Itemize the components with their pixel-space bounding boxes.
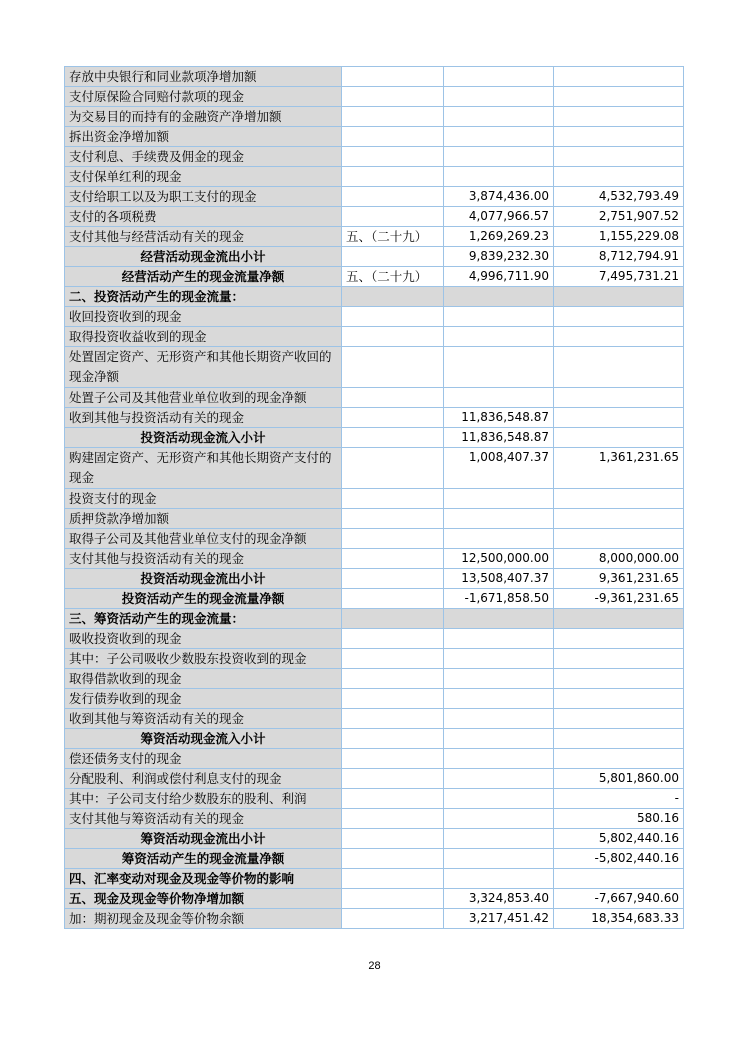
row-prior-amount bbox=[554, 408, 684, 428]
row-current-amount: -1,671,858.50 bbox=[444, 589, 554, 609]
row-prior-amount: -5,802,440.16 bbox=[554, 849, 684, 869]
cash-flow-table-body bbox=[65, 67, 684, 929]
row-item-label: 取得子公司及其他营业单位支付的现金净额 bbox=[65, 529, 342, 549]
table-row bbox=[65, 569, 684, 589]
row-prior-amount bbox=[554, 167, 684, 187]
row-note bbox=[342, 589, 444, 609]
cash-flow-table bbox=[64, 66, 684, 929]
table-row bbox=[65, 689, 684, 709]
row-note bbox=[342, 789, 444, 809]
row-prior-amount bbox=[554, 629, 684, 649]
table-row bbox=[65, 509, 684, 529]
row-current-amount bbox=[444, 107, 554, 127]
row-prior-amount: 5,802,440.16 bbox=[554, 829, 684, 849]
table-row bbox=[65, 909, 684, 929]
row-note bbox=[342, 669, 444, 689]
row-note bbox=[342, 689, 444, 709]
table-row bbox=[65, 247, 684, 267]
table-row bbox=[65, 769, 684, 789]
row-item-label: 支付原保险合同赔付款项的现金 bbox=[65, 87, 342, 107]
row-note bbox=[342, 87, 444, 107]
row-prior-amount bbox=[554, 489, 684, 509]
row-current-amount bbox=[444, 147, 554, 167]
row-note bbox=[342, 147, 444, 167]
row-current-amount bbox=[444, 67, 554, 87]
row-note bbox=[342, 569, 444, 589]
row-prior-amount: 7,495,731.21 bbox=[554, 267, 684, 287]
row-current-amount bbox=[444, 87, 554, 107]
row-item-label: 为交易目的而持有的金融资产净增加额 bbox=[65, 107, 342, 127]
row-note bbox=[342, 629, 444, 649]
row-note: 五、（二十九） bbox=[342, 267, 444, 287]
row-current-amount bbox=[444, 829, 554, 849]
row-prior-amount: 5,801,860.00 bbox=[554, 769, 684, 789]
row-item-label: 取得借款收到的现金 bbox=[65, 669, 342, 689]
row-current-amount: 11,836,548.87 bbox=[444, 408, 554, 428]
row-prior-amount: 2,751,907.52 bbox=[554, 207, 684, 227]
row-current-amount: 1,008,407.37 bbox=[444, 448, 554, 489]
row-item-label: 偿还债务支付的现金 bbox=[65, 749, 342, 769]
row-item-label: 经营活动产生的现金流量净额 bbox=[65, 267, 342, 287]
table-row bbox=[65, 127, 684, 147]
row-current-amount: 1,269,269.23 bbox=[444, 227, 554, 247]
row-prior-amount bbox=[554, 287, 684, 307]
row-current-amount bbox=[444, 689, 554, 709]
row-prior-amount bbox=[554, 428, 684, 448]
row-current-amount bbox=[444, 127, 554, 147]
row-prior-amount bbox=[554, 729, 684, 749]
row-current-amount bbox=[444, 489, 554, 509]
row-note bbox=[342, 388, 444, 408]
table-row bbox=[65, 287, 684, 307]
row-item-label: 其中：子公司吸收少数股东投资收到的现金 bbox=[65, 649, 342, 669]
row-prior-amount: - bbox=[554, 789, 684, 809]
row-note: 五、（二十九） bbox=[342, 227, 444, 247]
row-item-label: 投资支付的现金 bbox=[65, 489, 342, 509]
table-row bbox=[65, 448, 684, 489]
row-current-amount bbox=[444, 809, 554, 829]
table-row bbox=[65, 147, 684, 167]
table-row bbox=[65, 388, 684, 408]
table-row bbox=[65, 408, 684, 428]
row-prior-amount bbox=[554, 347, 684, 388]
row-item-label: 筹资活动现金流出小计 bbox=[65, 829, 342, 849]
row-note bbox=[342, 327, 444, 347]
row-current-amount bbox=[444, 307, 554, 327]
row-prior-amount bbox=[554, 609, 684, 629]
row-current-amount bbox=[444, 649, 554, 669]
row-note bbox=[342, 749, 444, 769]
row-note bbox=[342, 247, 444, 267]
row-note bbox=[342, 809, 444, 829]
row-item-label: 质押贷款净增加额 bbox=[65, 509, 342, 529]
row-prior-amount bbox=[554, 689, 684, 709]
row-prior-amount: 18,354,683.33 bbox=[554, 909, 684, 929]
row-current-amount: 3,217,451.42 bbox=[444, 909, 554, 929]
row-item-label: 五、现金及现金等价物净增加额 bbox=[65, 889, 342, 909]
row-item-label: 收回投资收到的现金 bbox=[65, 307, 342, 327]
row-prior-amount: 8,712,794.91 bbox=[554, 247, 684, 267]
table-row bbox=[65, 187, 684, 207]
table-row bbox=[65, 649, 684, 669]
row-current-amount bbox=[444, 388, 554, 408]
table-row bbox=[65, 849, 684, 869]
row-note bbox=[342, 408, 444, 428]
table-row bbox=[65, 207, 684, 227]
row-prior-amount: 8,000,000.00 bbox=[554, 549, 684, 569]
row-item-label: 筹资活动产生的现金流量净额 bbox=[65, 849, 342, 869]
row-current-amount bbox=[444, 849, 554, 869]
row-item-label: 支付给职工以及为职工支付的现金 bbox=[65, 187, 342, 207]
row-current-amount bbox=[444, 789, 554, 809]
row-prior-amount: 1,361,231.65 bbox=[554, 448, 684, 489]
table-row bbox=[65, 829, 684, 849]
table-row bbox=[65, 67, 684, 87]
row-note bbox=[342, 67, 444, 87]
row-note bbox=[342, 649, 444, 669]
table-row bbox=[65, 107, 684, 127]
table-row bbox=[65, 709, 684, 729]
row-current-amount bbox=[444, 709, 554, 729]
row-current-amount: 13,508,407.37 bbox=[444, 569, 554, 589]
page-number: 28 bbox=[368, 960, 381, 972]
row-current-amount: 11,836,548.87 bbox=[444, 428, 554, 448]
row-prior-amount bbox=[554, 869, 684, 889]
table-row bbox=[65, 869, 684, 889]
row-current-amount bbox=[444, 629, 554, 649]
row-prior-amount: 1,155,229.08 bbox=[554, 227, 684, 247]
row-note bbox=[342, 167, 444, 187]
row-item-label: 其中：子公司支付给少数股东的股利、利润 bbox=[65, 789, 342, 809]
row-item-label: 四、汇率变动对现金及现金等价物的影响 bbox=[65, 869, 342, 889]
table-row bbox=[65, 489, 684, 509]
row-note bbox=[342, 287, 444, 307]
table-row bbox=[65, 307, 684, 327]
row-current-amount: 4,996,711.90 bbox=[444, 267, 554, 287]
row-note bbox=[342, 769, 444, 789]
table-row bbox=[65, 609, 684, 629]
table-row bbox=[65, 167, 684, 187]
row-note bbox=[342, 509, 444, 529]
row-prior-amount bbox=[554, 67, 684, 87]
row-current-amount bbox=[444, 609, 554, 629]
table-row bbox=[65, 889, 684, 909]
row-prior-amount: 580.16 bbox=[554, 809, 684, 829]
row-prior-amount: -7,667,940.60 bbox=[554, 889, 684, 909]
table-row bbox=[65, 87, 684, 107]
row-current-amount bbox=[444, 769, 554, 789]
table-row bbox=[65, 809, 684, 829]
row-note bbox=[342, 709, 444, 729]
row-item-label: 存放中央银行和同业款项净增加额 bbox=[65, 67, 342, 87]
row-item-label: 购建固定资产、无形资产和其他长期资产支付的现金 bbox=[65, 448, 342, 489]
table-row bbox=[65, 749, 684, 769]
row-item-label: 收到其他与投资活动有关的现金 bbox=[65, 408, 342, 428]
row-note bbox=[342, 549, 444, 569]
row-item-label: 取得投资收益收到的现金 bbox=[65, 327, 342, 347]
row-note bbox=[342, 347, 444, 388]
row-current-amount bbox=[444, 869, 554, 889]
row-item-label: 处置固定资产、无形资产和其他长期资产收回的现金净额 bbox=[65, 347, 342, 388]
row-note bbox=[342, 729, 444, 749]
row-prior-amount bbox=[554, 107, 684, 127]
table-row bbox=[65, 589, 684, 609]
row-note bbox=[342, 187, 444, 207]
row-current-amount: 9,839,232.30 bbox=[444, 247, 554, 267]
table-row bbox=[65, 729, 684, 749]
row-item-label: 三、筹资活动产生的现金流量： bbox=[65, 609, 342, 629]
row-item-label: 筹资活动现金流入小计 bbox=[65, 729, 342, 749]
row-item-label: 投资活动现金流入小计 bbox=[65, 428, 342, 448]
row-item-label: 经营活动现金流出小计 bbox=[65, 247, 342, 267]
row-current-amount bbox=[444, 347, 554, 388]
table-row bbox=[65, 629, 684, 649]
row-item-label: 分配股利、利润或偿付利息支付的现金 bbox=[65, 769, 342, 789]
row-note bbox=[342, 428, 444, 448]
row-item-label: 支付其他与经营活动有关的现金 bbox=[65, 227, 342, 247]
row-note bbox=[342, 889, 444, 909]
row-current-amount: 4,077,966.57 bbox=[444, 207, 554, 227]
row-prior-amount bbox=[554, 87, 684, 107]
table-row bbox=[65, 529, 684, 549]
row-note bbox=[342, 207, 444, 227]
row-prior-amount bbox=[554, 509, 684, 529]
row-item-label: 吸收投资收到的现金 bbox=[65, 629, 342, 649]
row-current-amount: 3,874,436.00 bbox=[444, 187, 554, 207]
table-row bbox=[65, 669, 684, 689]
table-row bbox=[65, 227, 684, 247]
table-row bbox=[65, 327, 684, 347]
row-item-label: 支付的各项税费 bbox=[65, 207, 342, 227]
row-item-label: 支付其他与筹资活动有关的现金 bbox=[65, 809, 342, 829]
table-row bbox=[65, 428, 684, 448]
row-item-label: 拆出资金净增加额 bbox=[65, 127, 342, 147]
row-prior-amount: 9,361,231.65 bbox=[554, 569, 684, 589]
row-current-amount bbox=[444, 509, 554, 529]
row-prior-amount bbox=[554, 649, 684, 669]
row-prior-amount bbox=[554, 529, 684, 549]
row-note bbox=[342, 869, 444, 889]
row-current-amount: 3,324,853.40 bbox=[444, 889, 554, 909]
row-note bbox=[342, 127, 444, 147]
row-item-label: 支付利息、手续费及佣金的现金 bbox=[65, 147, 342, 167]
row-prior-amount bbox=[554, 127, 684, 147]
row-prior-amount bbox=[554, 147, 684, 167]
row-note bbox=[342, 849, 444, 869]
row-current-amount bbox=[444, 167, 554, 187]
row-prior-amount: 4,532,793.49 bbox=[554, 187, 684, 207]
row-current-amount bbox=[444, 669, 554, 689]
row-note bbox=[342, 489, 444, 509]
row-prior-amount bbox=[554, 709, 684, 729]
row-note bbox=[342, 529, 444, 549]
table-row bbox=[65, 347, 684, 388]
row-item-label: 收到其他与筹资活动有关的现金 bbox=[65, 709, 342, 729]
row-item-label: 发行债券收到的现金 bbox=[65, 689, 342, 709]
row-note bbox=[342, 448, 444, 489]
row-note bbox=[342, 107, 444, 127]
row-prior-amount bbox=[554, 669, 684, 689]
row-note bbox=[342, 909, 444, 929]
row-current-amount bbox=[444, 749, 554, 769]
row-item-label: 支付保单红利的现金 bbox=[65, 167, 342, 187]
row-current-amount bbox=[444, 529, 554, 549]
row-current-amount bbox=[444, 287, 554, 307]
row-note bbox=[342, 307, 444, 327]
row-prior-amount bbox=[554, 327, 684, 347]
row-item-label: 投资活动现金流出小计 bbox=[65, 569, 342, 589]
row-item-label: 二、投资活动产生的现金流量： bbox=[65, 287, 342, 307]
row-prior-amount bbox=[554, 749, 684, 769]
row-prior-amount bbox=[554, 307, 684, 327]
row-item-label: 支付其他与投资活动有关的现金 bbox=[65, 549, 342, 569]
row-item-label: 加：期初现金及现金等价物余额 bbox=[65, 909, 342, 929]
row-prior-amount: -9,361,231.65 bbox=[554, 589, 684, 609]
row-current-amount bbox=[444, 327, 554, 347]
row-item-label: 处置子公司及其他营业单位收到的现金净额 bbox=[65, 388, 342, 408]
row-current-amount bbox=[444, 729, 554, 749]
row-note bbox=[342, 609, 444, 629]
table-row bbox=[65, 267, 684, 287]
table-row bbox=[65, 549, 684, 569]
row-prior-amount bbox=[554, 388, 684, 408]
table-row bbox=[65, 789, 684, 809]
row-item-label: 投资活动产生的现金流量净额 bbox=[65, 589, 342, 609]
row-current-amount: 12,500,000.00 bbox=[444, 549, 554, 569]
row-note bbox=[342, 829, 444, 849]
